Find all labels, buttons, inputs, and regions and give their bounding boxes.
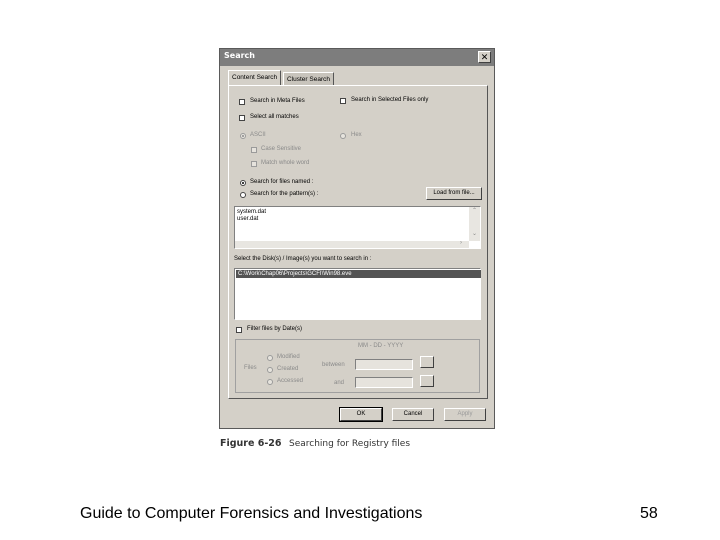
case-sensitive-label: Case Sensitive bbox=[261, 146, 302, 152]
scroll-up-icon[interactable]: ⌃ bbox=[472, 208, 478, 214]
patterns-radio[interactable] bbox=[240, 192, 246, 198]
between-label: between bbox=[322, 362, 345, 368]
figure-number: Figure 6-26 bbox=[220, 438, 282, 449]
modified-radio[interactable] bbox=[267, 355, 273, 361]
filter-date-label: Filter files by Date(s) bbox=[247, 326, 303, 332]
scroll-right-icon[interactable]: › bbox=[460, 240, 462, 246]
ok-button[interactable]: OK bbox=[340, 408, 382, 421]
hex-label: Hex bbox=[351, 132, 362, 138]
created-radio[interactable] bbox=[267, 367, 273, 373]
pattern-line: user.dat bbox=[237, 216, 259, 222]
modified-label: Modified bbox=[277, 354, 300, 360]
start-date-field[interactable] bbox=[355, 359, 413, 370]
ascii-radio[interactable] bbox=[240, 133, 246, 139]
meta-files-checkbox[interactable] bbox=[239, 99, 245, 105]
accessed-label: Accessed bbox=[277, 378, 304, 384]
start-date-picker-button[interactable] bbox=[420, 356, 434, 368]
select-all-checkbox[interactable] bbox=[239, 115, 245, 121]
tab-content-search[interactable]: Content Search bbox=[228, 70, 281, 85]
patterns-textarea[interactable] bbox=[234, 206, 481, 249]
footer-title: Guide to Computer Forensics and Investigations bbox=[80, 505, 423, 522]
selected-only-label: Search in Selected Files only bbox=[351, 97, 429, 103]
files-named-radio[interactable] bbox=[240, 180, 246, 186]
end-date-field[interactable] bbox=[355, 377, 413, 388]
whole-word-checkbox[interactable] bbox=[251, 161, 257, 167]
whole-word-label: Match whole word bbox=[261, 160, 310, 166]
and-label: and bbox=[334, 380, 345, 386]
pattern-line: system.dat bbox=[237, 209, 267, 215]
disk-list-item[interactable]: C:\Work\Chap06\Projects\GCFI\Win98.eve bbox=[236, 270, 481, 278]
close-icon: ✕ bbox=[480, 52, 489, 62]
title-bar[interactable] bbox=[220, 49, 494, 66]
select-all-label: Select all matches bbox=[250, 114, 299, 120]
cancel-button[interactable]: Cancel bbox=[392, 408, 434, 421]
ascii-label: ASCII bbox=[250, 132, 266, 138]
disk-list[interactable] bbox=[234, 268, 481, 320]
filter-date-checkbox[interactable] bbox=[236, 327, 242, 333]
patterns-vertical-scrollbar[interactable] bbox=[469, 207, 480, 241]
figure-caption: Searching for Registry files bbox=[289, 439, 411, 449]
disk-select-label: Select the Disk(s) / Image(s) you want to search in : bbox=[234, 256, 372, 262]
selected-only-checkbox[interactable] bbox=[340, 98, 346, 104]
search-dialog bbox=[219, 48, 495, 429]
page-number: 58 bbox=[640, 505, 658, 522]
close-button[interactable] bbox=[478, 51, 491, 63]
dialog-title: Search bbox=[224, 51, 255, 60]
meta-files-label: Search in Meta Files bbox=[250, 98, 305, 104]
patterns-horizontal-scrollbar[interactable] bbox=[235, 241, 469, 248]
hex-radio[interactable] bbox=[340, 133, 346, 139]
case-sensitive-checkbox[interactable] bbox=[251, 147, 257, 153]
created-label: Created bbox=[277, 366, 299, 372]
apply-button[interactable]: Apply bbox=[444, 408, 486, 421]
scroll-down-icon[interactable]: ⌄ bbox=[472, 231, 478, 237]
end-date-picker-button[interactable] bbox=[420, 375, 434, 387]
patterns-label: Search for the pattern(s) : bbox=[250, 191, 319, 197]
tab-cluster-search[interactable]: Cluster Search bbox=[283, 72, 334, 85]
accessed-radio[interactable] bbox=[267, 379, 273, 385]
files-label: Files bbox=[244, 365, 257, 371]
files-named-label: Search for files named : bbox=[250, 179, 314, 185]
load-from-file-button[interactable]: Load from file... bbox=[426, 187, 482, 200]
date-format-label: MM - DD - YYYY bbox=[358, 343, 404, 349]
